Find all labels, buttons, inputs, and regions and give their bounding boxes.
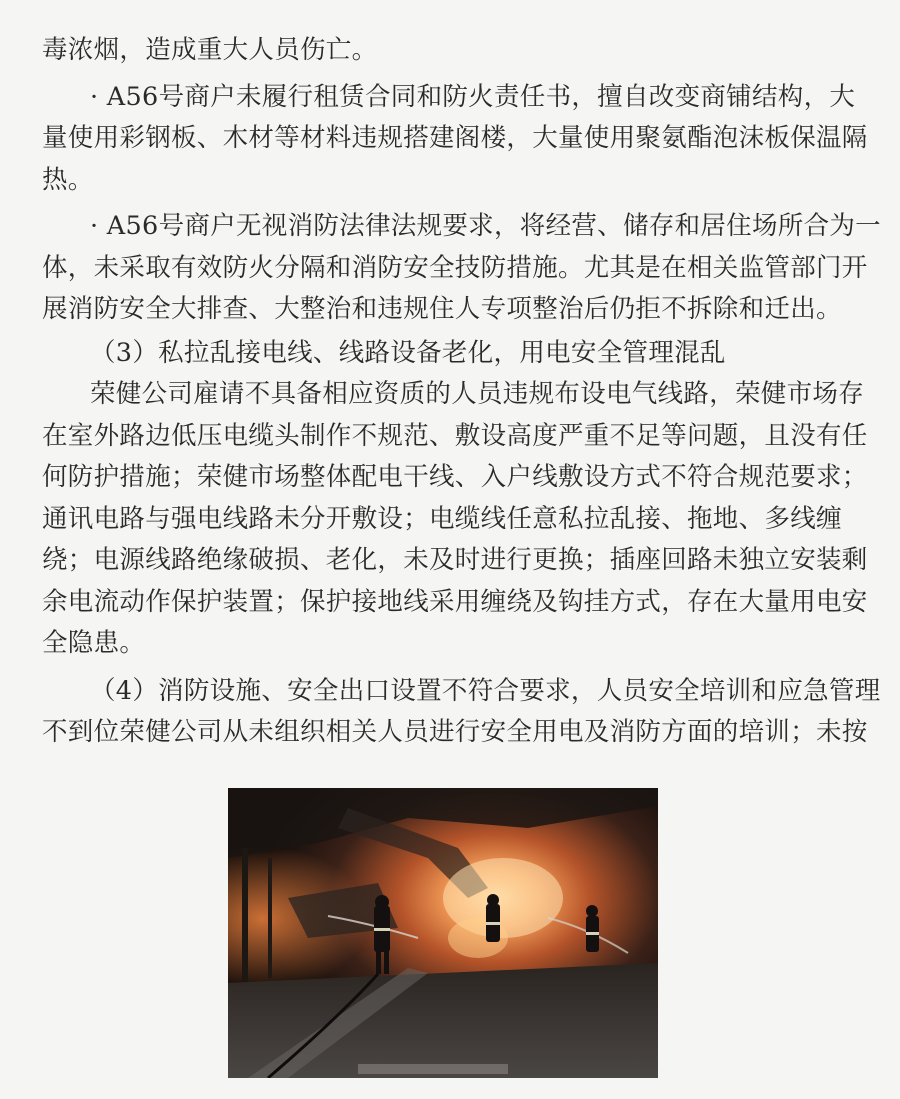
text-line: 绕；电源线路绝缘破损、老化，未及时进行更换；插座回路未独立安装剩 bbox=[42, 545, 868, 575]
text-line: 展消防安全大排查、大整治和违规住人专项整治后仍拒不拆除和迁出。 bbox=[42, 294, 842, 324]
text-line: 不到位荣健公司从未组织相关人员进行安全用电及消防方面的培训；未按 bbox=[42, 717, 868, 747]
text-line: 量使用彩钢板、木材等材料违规搭建阁楼，大量使用聚氨酯泡沫板保温隔 bbox=[42, 123, 868, 153]
text-line: 全隐患。 bbox=[42, 628, 146, 658]
text-line: 体，未采取有效防火分隔和消防安全技防措施。尤其是在相关监管部门开 bbox=[42, 252, 868, 283]
text-line: 毒浓烟，造成重大人员伤亡。 bbox=[42, 35, 378, 65]
text-line: 何防护措施；荣健市场整体配电干线、入户线敷设方式不符合规范要求； bbox=[42, 462, 868, 492]
text-line: 通讯电路与强电线路未分开敷设；电缆线任意私拉乱接、拖地、多线缠 bbox=[42, 503, 842, 534]
text-line: 余电流动作保护装置；保护接地线采用缠绕及钩挂方式，存在大量用电安 bbox=[42, 586, 868, 617]
body-text bbox=[42, 30, 881, 754]
firefighting-photo bbox=[228, 788, 658, 1078]
text-line: 热。 bbox=[42, 164, 94, 195]
text-line: · A56号商户无视消防法律法规要求，将经营、储存和居住场所合为一 bbox=[90, 211, 881, 241]
text-line: · A56号商户未履行租赁合同和防火责任书，擅自改变商铺结构，大 bbox=[90, 81, 856, 112]
text-line: 荣健公司雇请不具备相应资质的人员违规布设电气线路，荣健市场存 bbox=[90, 379, 865, 409]
section-heading: （4）消防设施、安全出口设置不符合要求，人员安全培训和应急管理 bbox=[90, 675, 881, 706]
text-line: 在室外路边低压电缆头制作不规范、敷设高度严重不足等问题，且没有任 bbox=[42, 420, 868, 451]
section-heading: （3）私拉乱接电线、线路设备老化，用电安全管理混乱 bbox=[90, 337, 726, 368]
